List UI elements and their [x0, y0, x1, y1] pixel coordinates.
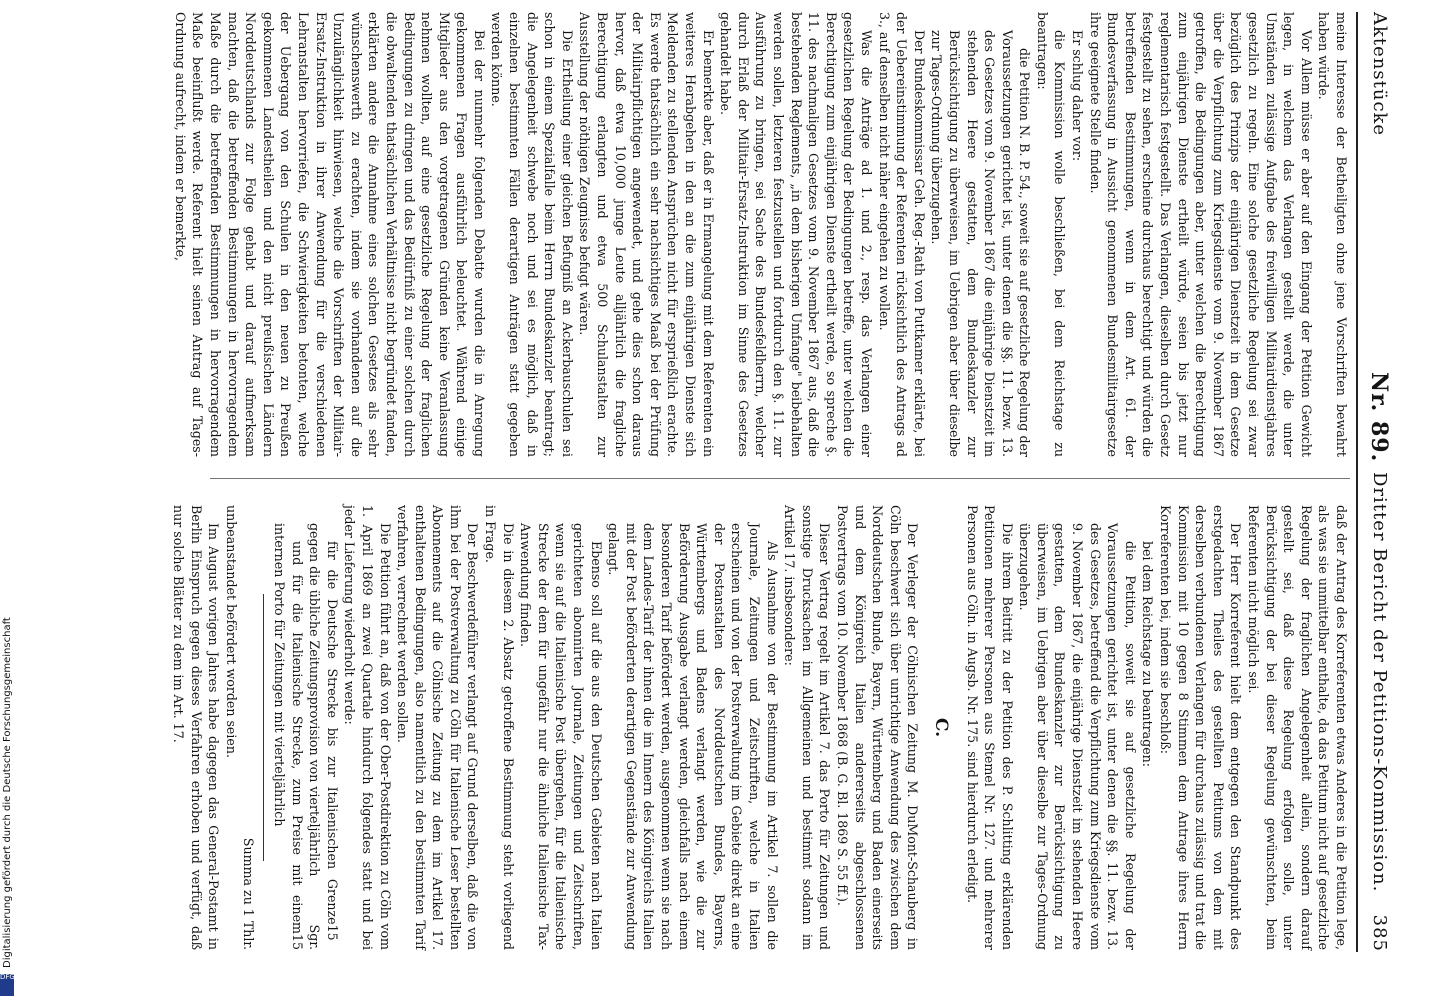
- paragraph: Als Ausnahme von der Bestimmung im Artikel 7. sollen die Journale, Zeitungen und Zeitschriften, welche in Italien erscheinen und von der Postverwaltung im Gebiete direkt an eine der Postanstalten des Norddeutschen Bundes, Bayerns, Württembergs und Badens verlangt werden, wie die zur Beförderung Ausgabe verlangt werden, gleichfalls nach einem besonderen Tarif befördert werden, ausgenommen wenn sie nach dem Landes-Tarif der ihnen die im Innern des Königreichs Italien mit der Post beförderten derartigen Gegenstände zur Anwendung gelangt.: [606, 523, 780, 950]
- paragraph: Im August vorigen Jahres habe dagegen das General-Postamt in Berlin Einspruch gegen dieses Verfahren erhoben und verfügt, daß nur solche Blätter zu dem im Art. 17.: [171, 505, 222, 950]
- paragraph: bei dem Reichstage zu beantragen:: [1140, 541, 1156, 768]
- paragraph: Der Beschwerdeführer verlangt auf Grund derselben, daß die von ihm bei der Postverwaltung zu Cöln für Italienische Leser bestellten Abonnements auf die Cölnische Zeitung zu dem im Artikel 17. enthaltenen Bedingungen, also namentlich zu den bestimmten Tarif verfahren, verrechnet werden sollen.: [395, 505, 481, 950]
- header-rule: [1356, 12, 1358, 952]
- paragraph: Was die Anträge ad 1. und 2., resp. das Verlangen einer gesetzlichen Regelung der Bedingungen betreffe, unter welchen die Berechtigung zum einjährigen Dienste ertheilt werde, so spreche §. 11. des nachmaligen Gesetzes vom 9. November 1867 aus, daß die bestehenden Reglements, „in dem bisherigen Umfange" beibehalten werden sollen, letzteren festzustellen und fortdurch den §. 11. zur Ausführung zu bringen, sei Sache des Bundesfeldherrn, welcher durch Erlaß der Militair-Ersatz-Instruktion im Sinne des Gesetzes gehandelt habe.: [718, 12, 874, 457]
- paragraph: Die in diesem 2. Absatz getroffene Bestimmung steht vorliegend in Frage.: [483, 505, 516, 950]
- paragraph: die Petition N. B. P. 54., soweit sie auf gesetzliche Regelung der Voraussetzungen gerichtet ist, unter denen die §§. 11. bezw. 13. des Gesetzes vom 9. November 1867 die einjährige Dienstzeit im stehenden Heere gestatten, dem Bundeskanzler zur Berücksichtigung zu überweisen, im Uebrigen aber über dieselbe zur Tages-Ordnung überzugehen.: [929, 30, 1033, 457]
- paragraph: Er schlug daher vor:: [1070, 30, 1086, 162]
- paragraph: unbeanstandet befördert worden seien.: [223, 505, 239, 758]
- amount-row: [306, 505, 341, 950]
- paragraph: Dieser Vertrag regelt im Artikel 7. das Porto für Zeitungen und sonstige Drucksachen im Allgemeinen und bestimmt sodann im Artikel 17. insbesondere:: [782, 505, 833, 950]
- sum-rule: [263, 594, 264, 861]
- paragraph: meine Interesse der Betheiligten ohne jene Vorschriften bewahrt haben würde.: [1316, 12, 1349, 457]
- paragraph: Er bemerkte aber, daß er in Ermangelung mit dem Referenten ein weiteres Herabgehen in den an die zum einjährigen Dienste sich Meldenden zu stellenden Ansprüchen nicht für ersprießlich erachte. Es werde thatsächlich ein sehr nachsichtiges Maaß bei der Prüfung der Militairpflichtigen angewendet, und gehe dies schon daraus hervor, daß etwa 10,000 junge Leute alljährlich die fragliche Berechtigung erlangten und etwa 500 Schulanstalten zur Ausstellung der nöthigen Zeugnisse befugt wären.: [577, 12, 716, 457]
- paragraph: Bei der nunmehr folgenden Debatte wurden die in Anregung gekommenen Fragen ausführlich beleuchtet. Während einige Mitglieder aus den vorgetragenen Gründen keine Veranlassung nehmen wollten, auf eine gesetzliche Regelung der fraglichen Bedingungen zu dringen und das Bedürfniß zu einer solchen durch die obwaltenden thatsächlichen Verhältnisse nicht begründet fanden, erklärten andere die Annahme eines solchen Gesetzes als sehr wünschenswerth zu erachten, indem sie vorhandenen auf die Unzulänglichkeit hinwiesen, welche die Vorschriften der Militair-Ersatz-Instruktion in ihrer Anwendung für die verschiedenen Lehranstalten hervorriefen, die Schwierigkeiten betonten, welche der Uebergang von den Schulen in den neuen zu Preußen gekommenen Landestheilen und den nicht preußischen Ländern Norddeutschlands zur Folge gehabt und darauf aufmerksam machten, daß die betreffenden Bestimmungen in hervorragendem Maße durch die betreffenden Bestimmungen in hervorragendem Maße beeinflußt werde. Referent hielt seinen Antrag auf Tages-Ordnung aufrecht, indem er bemerkte,: [172, 12, 487, 457]
- digitization-sidebar: [0, 0, 14, 1000]
- paragraph: Ebenso soll auf die aus den Deutschen Gebieten nach Italien gerichteten abonnirten Journale, Zeitungen und Zeitschriften, wenn sie auf die Italienische Post übergehen, für die Italienische Strecke der dem für ungefähr nur die ähnliche Italienische Tax-Anwendung finden.: [518, 523, 604, 950]
- paragraph: Die ihrem Beitritt zu der Petition des P. Schlitting erklärenden Petitionen mehrerer Personen aus Stemel Nr. 127. und mehrerer Personen aus Cöln. in Augsb. Nr. 175. sind hierdurch erledigt.: [964, 505, 1015, 950]
- paragraph: und für die Italienische Strecke, zum Preise mit einem internen Porto für Zeitungen mit vierteljährlich: [271, 523, 305, 934]
- paragraph: Der Bundeskommissar Geh. Reg.-Rath von Puttkamer erklärte, bei der Uebereinstimmung der Referenten rücksichtlich des Antrags ad 3., auf denselben nicht näher eingehen zu wollen.: [876, 12, 927, 457]
- page-number: 385: [1369, 914, 1390, 952]
- section-heading: C.: [930, 717, 951, 738]
- paragraph: Die Ertheilung einer gleichen Befugniß an Ackerbauschulen sei schon in einem Spezialfalle beim Herrn Bundeskanzler beantragt; die Angelegenheit schwebe noch und sei es möglich, daß in einzelnen bestimmten Fällen derartigen Anträgen statt gegeben werden könne.: [489, 12, 575, 457]
- paragraph: Vor Allem müsse er aber auf den Eingang der Petition Gewicht legen, in welchem das Verlangen gestellt werde, die unter Umständen zulässige Aufgabe des freiwilligen Militairdienstjahres gesetzlich zu regeln. Eine solche gesetzliche Regelung sei zwar bezüglich des Prinzips der einjährigen Dienstzeit in dem Gesetze über die Verpflichtung zum Kriegsdienste vom 9. November 1867 getroffen, die Bedingungen aber, unter welchen die Berechtigung zum einjährigen Dienste ertheilt würde, seien bis jetzt nur reglementarisch festgestellt. Das Verlangen, dieselben durch Gesetz festgestellt zu sehen, erscheine durchaus berechtigt und würden die betreffenden Bestimmungen, wenn in dem Art. 61. der Bundesverfassung in Aussicht genommenen Bundesmilitairgesetze ihre geeignete Stelle finden.: [1087, 12, 1314, 457]
- paragraph: Die Petition führt an, daß von der Ober-Postdirektion zu Cöln vom 1. April 1869 an zwei Quartale hindurch folgendes statt und bei jeder Lieferung wiederholt werde:: [342, 505, 393, 950]
- column-divider: [210, 478, 1350, 479]
- right-column: [171, 505, 1350, 950]
- paragraph: Der Verleger der Cölnischen Zeitung M. DuMont-Schauberg in Cöln beschwert sich über unrichtige Anwendung des zwischen dem Norddeutschen Bunde, Bayern, Württemberg und Baden einerseits und dem Königreich Italien andererseits abgeschlossenen Postvertrags vom 10. November 1868 (B. G. Bl. 1869 S. 55 ff.).: [834, 505, 921, 950]
- left-column: [172, 12, 1350, 457]
- dfg-logo: DFG: [0, 974, 14, 996]
- amount-value: 15: [289, 933, 305, 950]
- digitization-credit: Digitalisierung gefördert durch die Deutsche Forschungsgemeinschaft: [2, 617, 13, 968]
- header-left: Aktenstücke: [1369, 12, 1390, 137]
- paragraph: daß der Antrag des Korreferenten etwas Anderes in die Petition lege, als was sie unmittelbar enthalte, da das Petitum nicht auf gesetzliche Regelung der fraglichen Angelegenheit allein, sondern darauf gestellt sei, daß diese Regelung erfolgen solle, unter Berücksichtigung der bei dieser Regelung gewünschten, beim Referenten nicht möglich sei.: [1246, 505, 1349, 950]
- header-title: Dritter Bericht der Petitions-Kommission.: [1369, 472, 1390, 893]
- paragraph: für die Deutsche Strecke bis zur Italienischen Grenze gegen die übliche Zeitungsprovision von vierteljährlich: [307, 523, 340, 925]
- paragraph: Der Herr Korreferent hielt dem entgegen den Standpunkt des erstgedachten Theiles des gestellten Petitums von dem mit derselben verbundenen Verlangen für durchaus zulässig und trat die Kommission mit 10 gegen 8 Stimmen dem Antrage ihres Herrn Korreferenten bei, indem sie beschloß:: [1158, 505, 1244, 950]
- sum-line: Summa zu 1 Thlr.: [241, 837, 257, 950]
- paragraph: die Petition, soweit sie auf gesetzliche Regelung der Voraussetzungen gerichtet ist, unter denen die §§. 11. bezw. 13. des Gesetzes, betreffend die Verpflichtung zum Kriegsdienste vom 9. November 1867, die einjährige Dienstzeit im stehenden Heere gestatten, dem Bundeskanzler zur Berücksichtigung zu überweisen, im Uebrigen aber über dieselbe zur Tages-Ordnung überzugehen.: [1017, 523, 1138, 950]
- paragraph: die Kommission wolle beschließen, bei dem Reichstage zu beantragen:: [1034, 12, 1068, 457]
- document-page: [118, 0, 1398, 960]
- page-header: [1362, 12, 1398, 952]
- amount-row: [270, 505, 305, 950]
- amount-value: 15 Sgr.: [307, 924, 340, 950]
- header-number: Nr. 89.: [1366, 372, 1392, 463]
